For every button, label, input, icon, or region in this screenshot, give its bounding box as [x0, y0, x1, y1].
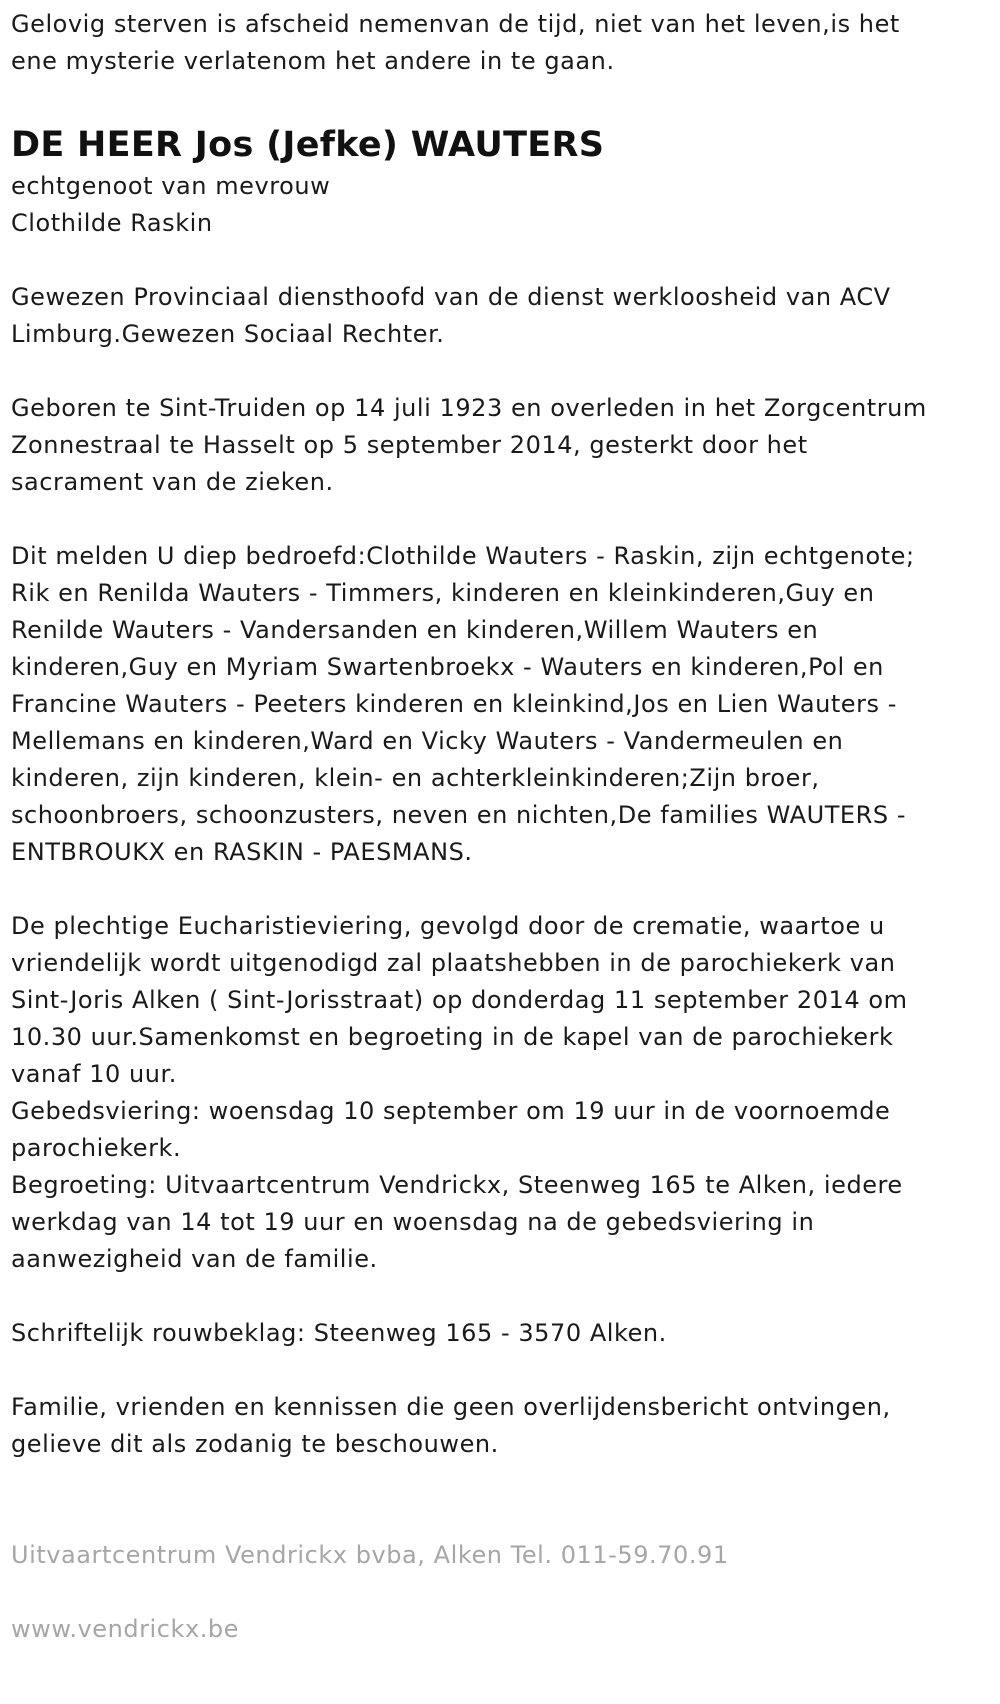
footer-website: www.vendrickx.be — [11, 1615, 239, 1643]
notice-paragraph: Familie, vrienden en kennissen die geen overlijdensbericht ontvingen, gelieve dit als zodanig te beschouwen. — [11, 1393, 891, 1458]
ceremony-paragraph: De plechtige Eucharistieviering, gevolgd door de crematie, waartoe u vriendelijk wordt uitgenodigd zal plaatshebben in de parochiekerk van Sint-Joris Alken ( Sint-Jorisstraat) op donderdag 11 september 2014 om 10.30 uur.Samenkomst en begroeting in de kapel van de parochiekerk vanaf 10 uur. Gebedsviering: woensdag 10 september om 19 uur in de voornoemde parochiekerk. Begroeting: Uitvaartcentrum Vendrickx, Steenweg 165 te Alken, iedere werkdag van 14 tot 19 uur en woensdag na de gebedsviering in aanwezigheid van de familie. — [11, 912, 908, 1273]
deceased-name: DE HEER Jos (Jefke) WAUTERS — [11, 125, 605, 165]
spouse-line: echtgenoot van mevrouw Clothilde Raskin — [11, 172, 331, 237]
birth-death-paragraph: Geboren te Sint-Truiden op 14 juli 1923 en overleden in het Zorgcentrum Zonnestraal te Hasselt op 5 september 2014, gesterkt door het sacrament van de zieken. — [11, 394, 927, 496]
intro-quote: Gelovig sterven is afscheid nemenvan de tijd, niet van het leven,is het ene mysterie verlatenom het andere in te gaan. — [11, 10, 900, 75]
career-paragraph: Gewezen Provinciaal diensthoofd van de dienst werkloosheid van ACV Limburg.Gewezen Sociaal Rechter. — [11, 283, 891, 348]
condolences-paragraph: Schriftelijk rouwbeklag: Steenweg 165 - 3570 Alken. — [11, 1319, 667, 1347]
family-paragraph: Dit melden U diep bedroefd:Clothilde Wauters - Raskin, zijn echtgenote; Rik en Renilda Wauters - Timmers, kinderen en kleinkinderen,Guy en Renilde Wauters - Vandersanden en kinderen,Willem Wauters en kinderen,Guy en Myriam Swartenbroekx - Wauters en kinderen,Pol en Francine Wauters - Peeters kinderen en kleinkind,Jos en Lien Wauters - Mellemans en kinderen,Ward en Vicky Wauters - Vandermeulen en kinderen, zijn kinderen, klein- en achterkleinkinderen;Zijn broer, schoonbroers, schoonzusters, neven en nichten,De families WAUTERS - ENTBROUKX en RASKIN - PAESMANS. — [11, 542, 915, 866]
footer-company: Uitvaartcentrum Vendrickx bvba, Alken Tel. 011-59.70.91 — [11, 1541, 729, 1569]
footer — [11, 1500, 990, 1685]
